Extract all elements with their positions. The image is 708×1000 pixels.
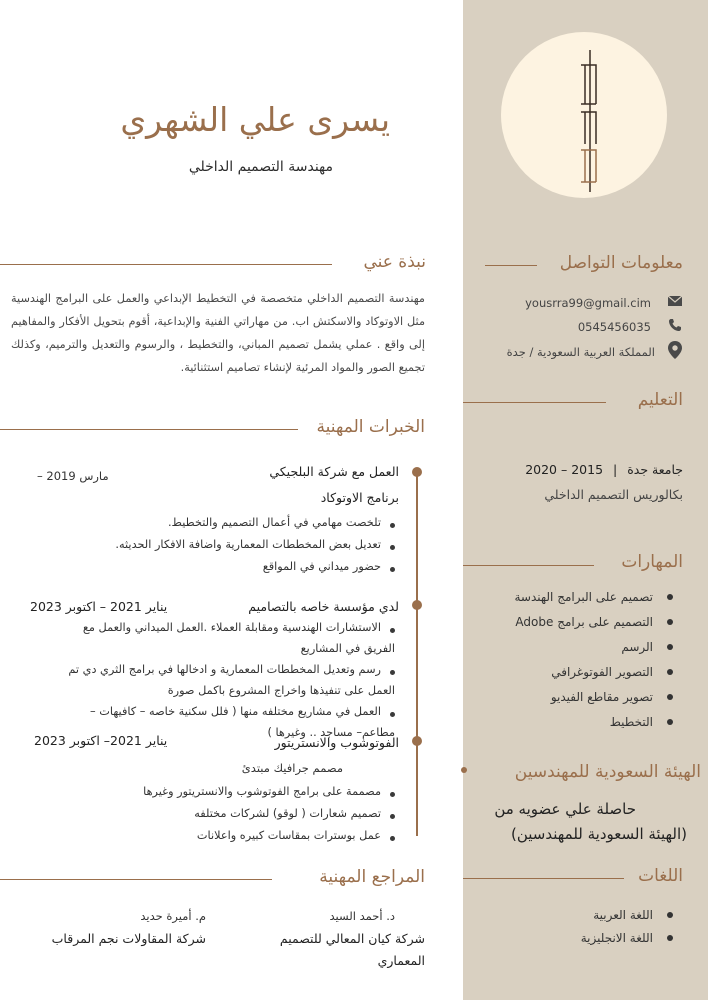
job-bullets-2 — [68, 621, 395, 747]
logo-circle — [501, 32, 667, 198]
contact-email[interactable]: yousrra99@gmail.cim — [525, 296, 651, 310]
job-subtitle-1: برنامج الاوتوكاد — [320, 490, 399, 505]
languages-divider — [463, 878, 624, 879]
list-item: مصممة على برامج الفوتوشوب والانستريتور وغيرها — [143, 785, 395, 807]
skills-list — [514, 588, 673, 738]
skill-item: تصميم على البرامج الهندسة — [514, 588, 673, 613]
languages-list — [581, 906, 673, 952]
email-icon — [668, 294, 682, 308]
education-school — [525, 462, 683, 477]
education-years: 2015 – 2020 — [525, 462, 604, 477]
skill-item: التصميم على برامج Adobe — [514, 613, 673, 638]
timeline-dot — [412, 736, 422, 746]
language-item: اللغة العربية — [581, 906, 673, 929]
timeline-dot — [412, 600, 422, 610]
education-title: التعليم — [637, 390, 683, 410]
job-subtitle-3: مصمم جرافيك مبتدئ — [241, 761, 343, 775]
job-date-2: يناير 2021 – اكتوبر 2023 — [30, 599, 168, 614]
experience-divider — [0, 429, 298, 430]
candidate-name: يسرى علي الشهري — [120, 100, 390, 139]
skills-divider — [463, 565, 594, 566]
about-text: مهندسة التصميم الداخلي متخصصة في التخطيط الإبداعي والعمل على البرامج الهندسية مثل الاوتوكاد والاسكتش اب. من مهاراتي الفنية والإبداعية، أقوم بتحويل الأفكار والمفاهيم إلى واقع . عملي يشمل تصميم المباني، والتخطيط ، والرسوم والتعديل والترميم، وكذلك تجميع الصور والمواد المرئية لإنشاء تصاميم استثنائية. — [11, 292, 425, 374]
reference-company-1-cont: المعماري — [377, 953, 425, 968]
education-school-name: جامعة جدة — [627, 462, 683, 477]
list-item-continuation: مطاعم– مساجد .. وغيرها ) — [267, 726, 395, 739]
logo-icon — [501, 32, 667, 198]
job-date-3: يناير 2021– اكتوبر 2023 — [34, 733, 168, 748]
reference-name-2: م. أميرة حديد — [140, 909, 206, 923]
reference-company-2: شركة المقاولات نجم المرقاب — [51, 931, 206, 946]
reference-company-1: شركة كيان المعالي للتصميم — [279, 931, 425, 946]
skill-item: التصوير الفوتوغرافي — [514, 663, 673, 688]
contact-title: معلومات التواصل — [559, 253, 683, 273]
membership-line-2: (الهيئة السعودية للمهندسين) — [510, 825, 687, 843]
list-item: العمل في مشاريع مختلفه منها ( فلل سكنية خاصه – كافيهات – — [68, 705, 395, 726]
timeline-dot — [412, 467, 422, 477]
list-item-continuation: العمل على تنفيذها واخراج المشروع باكمل صورة — [167, 684, 395, 697]
list-item: الاستشارات الهندسية ومقابلة العملاء .العمل الميداني والعمل مع — [68, 621, 395, 642]
about-title: نبذة عني — [363, 252, 426, 272]
list-item: تعديل بعض المخططات المعمارية واضافة الافكار الحديثه. — [115, 538, 395, 560]
contact-location: المملكة العربية السعودية / جدة — [506, 345, 655, 359]
language-item: اللغة الانجليزية — [581, 929, 673, 952]
skill-item: تصوير مقاطع الفيديو — [514, 688, 673, 713]
references-title: المراجع المهنية — [319, 867, 425, 887]
list-item: رسم وتعديل المخططات المعمارية و ادخالها في برامج الثري دي تم — [68, 663, 395, 684]
membership-title: الهيئة السعودية للمهندسين — [514, 762, 701, 782]
education-divider — [463, 402, 606, 403]
skill-item: التخطيط — [514, 713, 673, 738]
location-icon — [668, 341, 682, 359]
about-divider — [0, 264, 332, 265]
list-item: تصميم شعارات ( لوقو) لشركات مختلفه — [143, 807, 395, 829]
separator: | — [613, 462, 618, 477]
job-bullets-1 — [115, 516, 395, 582]
skill-item: الرسم — [514, 638, 673, 663]
languages-title: اللغات — [638, 866, 683, 886]
reference-name-1: د. أحمد السيد — [329, 909, 395, 923]
list-item-continuation: الفريق في المشاريع — [300, 642, 395, 655]
list-item: عمل بوسترات بمقاسات كبيره واعلانات — [143, 829, 395, 851]
job-title: مهندسة التصميم الداخلي — [188, 159, 333, 175]
membership-line-1: حاصلة علي عضويه من — [494, 800, 636, 818]
job-date-1: مارس 2019 – — [37, 469, 109, 483]
references-divider — [0, 879, 272, 880]
contact-phone[interactable]: 0545456035 — [577, 320, 651, 334]
timeline-line — [416, 475, 418, 836]
list-item: تلخصت مهامي في أعمال التصميم والتخطيط. — [115, 516, 395, 538]
skills-title: المهارات — [621, 552, 683, 572]
list-item: حضور ميداني في المواقع — [115, 560, 395, 582]
job-title-2: لدي مؤسسة خاصه بالتصاميم — [248, 599, 399, 614]
experience-title: الخبرات المهنية — [316, 417, 425, 437]
contact-divider — [485, 265, 537, 266]
membership-dot — [461, 767, 467, 773]
job-title-3: الفوتوشوب والانستريتور — [274, 735, 399, 750]
education-degree: بكالوريس التصميم الداخلي — [544, 487, 683, 502]
phone-icon — [668, 318, 682, 332]
job-bullets-3 — [143, 785, 395, 851]
job-title-1: العمل مع شركة البلجيكي — [269, 464, 399, 479]
